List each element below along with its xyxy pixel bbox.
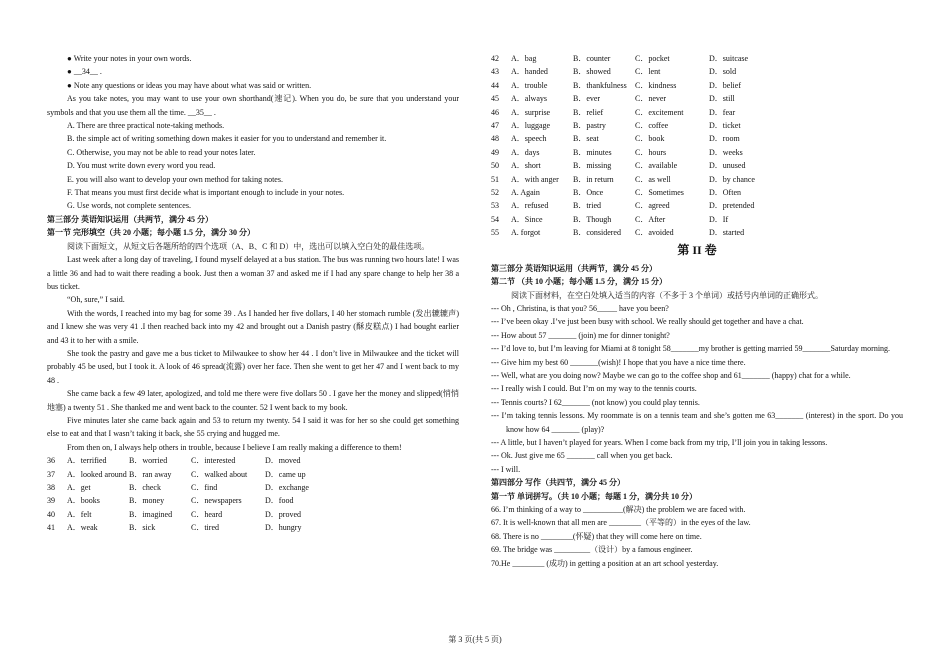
dialogue (491, 302, 903, 476)
choice-option: D．moved (265, 456, 301, 466)
note-bullet: ● Write your notes in your own words. (67, 54, 192, 63)
choice-option: B．tried (573, 201, 601, 211)
instruction: 阅读下面短文，从短文后各题所给的四个选项（A、B、C 和 D）中，选出可以填入空白处的最佳选项。 (67, 241, 430, 251)
option-e: E. you will also want to develop your own method for taking notes. (67, 174, 283, 184)
question-number: 48 (491, 134, 499, 144)
dialogue-line: --- How about 57 _______ (join) me for dinner tonight? (491, 330, 670, 340)
choice-row (491, 226, 903, 239)
choice-option: B．seat (573, 134, 599, 144)
choice-option: D．sold (709, 67, 737, 77)
question-number: 53 (491, 201, 499, 211)
question-number: 51 (491, 174, 499, 184)
dialogue-line: --- Well, what are you doing now? Maybe we can go to the coffee shop and 61_______ (happy) chat for a while. (491, 370, 851, 380)
choice-option: A．Since (511, 214, 543, 224)
choice-option: A．with anger (511, 174, 559, 184)
choice-option: C．walked about (191, 469, 248, 479)
choice-option: A．looked around (67, 469, 127, 479)
choice-row (491, 106, 903, 119)
choice-option: D．came up (265, 469, 306, 479)
choice-option: A．books (67, 496, 100, 506)
story-paragraph: From then on, I always help others in trouble, because I believe I am really making a difference to them! (67, 442, 402, 452)
story-paragraph: She took the pastry and gave me a bus ticket to Milwaukee to show her 44 . I don’t live in Milwaukee and the ticket will probably 45 be used, but I took it. A look of 46 spread(流露) over her face. Then she went to get her 47 and I went back to my 48 . (47, 348, 459, 385)
choice-option: A．weak (67, 523, 98, 533)
choice-option: D．exchange (265, 483, 309, 492)
choice-option: C．coffee (635, 121, 669, 131)
choice-option: D．Often (709, 188, 741, 198)
choice-option: C．Sometimes (635, 188, 684, 198)
choice-option: A. Again (511, 188, 540, 198)
dialogue-line: --- I’ve been okay .I’ve just been busy with school. We really should get together and have a chat. (491, 317, 804, 327)
choice-option: C．available (635, 161, 678, 171)
section2-heading: 第二节 （共 10 小题；每小题 1.5 分，满分 15 分） (491, 277, 667, 287)
choice-option: D．still (709, 94, 735, 104)
choice-option: B．relief (573, 107, 604, 117)
choice-option: C．pocket (635, 54, 670, 63)
option-a: A. There are three practical note-taking methods. (67, 121, 225, 131)
choice-option: A．terrified (67, 456, 107, 466)
choice-option: B．money (129, 496, 165, 506)
dialogue-line: --- Tennis courts? I 62_______ (not know) you could play tennis. (491, 397, 700, 407)
choice-option: C．find (191, 483, 218, 492)
question-number: 36 (47, 456, 55, 466)
choice-row (491, 52, 903, 65)
choice-option: A．get (67, 483, 91, 492)
choice-row (491, 159, 903, 172)
choice-option: A．surprise (511, 107, 551, 117)
choice-option: A．luggage (511, 121, 551, 131)
spelling-list (491, 503, 903, 570)
choice-option: A．short (511, 161, 541, 171)
choice-row (491, 119, 903, 132)
option-b: B. the simple act of writing something down makes it easier for you to understand and remember it. (67, 134, 387, 144)
option-c: C. Otherwise, you may not be able to read your notes later. (67, 147, 256, 157)
choice-option: C．agreed (635, 201, 670, 211)
choice-row (491, 132, 903, 145)
choice-option: D．proved (265, 509, 301, 519)
choice-option: D．ticket (709, 121, 741, 131)
choice-option: D．food (265, 496, 294, 506)
question-number: 44 (491, 80, 499, 90)
choice-option: C．never (635, 94, 667, 104)
choice-row (491, 173, 903, 186)
choice-option: B．considered (573, 228, 621, 238)
question-number: 37 (47, 469, 55, 479)
choice-list (47, 454, 459, 534)
story-paragraph: She came back a few 49 later, apologized, and told me there were five dollars 50 . I gave her the money and slipped(悄悄地塞) a twenty 51 . She thanked me and went back to the counter. 52 I went back to my book. (47, 389, 459, 412)
note-paragraph: As you take notes, you may want to use your own shorthand(速记). When you do, be sure that you understand your symbols and that you use them all the time. __35__ . (47, 94, 459, 117)
choice-option: D．weeks (709, 147, 743, 157)
choice-option: C．hours (635, 147, 667, 157)
question-number: 38 (47, 483, 55, 492)
choice-option: B．Though (573, 214, 612, 224)
choice-option: D．by chance (709, 174, 755, 184)
option-d: D. You must write down every word you read. (67, 161, 216, 171)
option-f: F. That means you must first decide what is important enough to include in your notes. (67, 188, 345, 198)
choice-option: A．felt (67, 509, 92, 519)
choice-row (47, 521, 459, 534)
dialogue-line: --- I’d love to, but I’m leaving for Miami at 8 tonight 58_______my brother is getting married 59_______Saturday morning. (491, 344, 891, 354)
question-number: 52 (491, 188, 499, 198)
choice-row (47, 454, 459, 467)
question-number: 40 (47, 509, 55, 519)
option-g: G. Use words, not complete sentences. (67, 201, 191, 211)
spelling-item: 70.He ________ (成功) in getting a position at an art school yesterday. (491, 558, 719, 568)
choice-option: B．ran away (129, 469, 172, 479)
choice-option: C．After (635, 214, 666, 224)
choice-row (491, 213, 903, 226)
question-number: 47 (491, 121, 499, 131)
choice-option: C．newspapers (191, 496, 242, 506)
question-number: 55 (491, 228, 499, 238)
choice-option: D．If (709, 214, 729, 224)
dialogue-line: --- Give him my best 60 _______(wish)! I hope that you have a nice time there. (491, 357, 746, 367)
dialogue-line: --- I really wish I could. But I’m on my way to the tennis courts. (491, 384, 697, 394)
instruction: 阅读下面材料，在空白处填入适当的内容（不多于 3 个单词）或括号内单词的正确形式。 (511, 290, 823, 300)
volume-title: 第 II 卷 (677, 242, 717, 257)
question-number: 41 (47, 523, 55, 533)
choice-option: C．interested (191, 456, 236, 466)
part3-heading: 第三部分 英语知识运用（共两节，满分 45 分） (47, 214, 213, 224)
question-number: 42 (491, 54, 499, 63)
choice-row (491, 186, 903, 199)
choice-option: D．fear (709, 107, 736, 117)
spelling-item: 67. It is well-known that all men are ________（平等的）in the eyes of the law. (491, 518, 751, 528)
choice-row (47, 508, 459, 521)
choice-option: B．imagined (129, 509, 173, 519)
choice-option: D．started (709, 228, 745, 238)
spelling-item: 68. There is no ________(怀疑) that they will come here on time. (491, 531, 702, 541)
choice-option: B．pastry (573, 121, 606, 131)
question-number: 45 (491, 94, 499, 104)
choice-option: B．sick (129, 523, 156, 533)
spelling-item: 66. I’m thinking of a way to __________(解决) the problem we are faced with. (491, 505, 746, 514)
story-paragraph: Last week after a long day of traveling, I found myself delayed at a bus station. The bus was running two hours late! I was a little 36 and had to wait there reading a book. Just then a woman 37 and asked me if I had any spare change to help her 38 a bus ticket. (47, 255, 459, 291)
part3-heading: 第三部分 英语知识运用（共两节，满分 45 分） (491, 263, 657, 273)
choice-option: D．suitcase (709, 54, 749, 63)
choice-row (47, 481, 459, 494)
dialogue-line: --- I’m taking tennis lessons. My roommate is on a tennis team and she’s gotten me 63_______ (interest) in the sport. Do you know how 64 _______ (play)? (491, 411, 903, 434)
choice-option: B．check (129, 483, 161, 492)
choice-row (47, 494, 459, 507)
choice-option: C．lent (635, 67, 661, 77)
dialogue-line: --- A little, but I haven’t played for years. When I come back from my trip, I’ll join you in taking lessons. (491, 437, 828, 447)
spelling-heading: 第一节 单词拼写。（共 10 小题；每题 1 分，满分共 10 分） (491, 491, 697, 501)
spelling-item: 69. The bridge was _________（设计）by a famous engineer. (491, 545, 693, 555)
choice-row (47, 468, 459, 481)
choice-option: D．belief (709, 80, 741, 90)
choice-row (491, 65, 903, 78)
choice-option: C．excitement (635, 107, 684, 117)
question-number: 50 (491, 161, 499, 171)
right-column (491, 52, 903, 570)
choice-row (491, 79, 903, 92)
choice-option: A．handed (511, 67, 548, 77)
dialogue-line: --- Oh , Christina, is that you? 56_____ have you been? (491, 303, 669, 313)
story-paragraph: Five minutes later she came back again and 53 to return my twenty. 54 I said it was for her so she could get something else to eat and that I wasn’t taking it back, she 55 crying and hugged me. (47, 415, 459, 439)
question-number: 54 (491, 214, 499, 224)
dialogue-line: --- I will. (491, 464, 521, 474)
left-column (47, 52, 459, 535)
choice-option: C．tired (191, 523, 219, 533)
note-bullet: ● Note any questions or ideas you may have about what was said or written. (67, 80, 312, 90)
choice-option: A．refused (511, 201, 549, 211)
section1-heading: 第一节 完形填空（共 20 小题；每小题 1.5 分，满分 30 分） (47, 228, 255, 238)
story-paragraph: With the words, I reached into my bag for some 39 . As I handed her five dollars, I 40 her stomach rumble (发出辘辘声) and I knew she was very 41 .I then reached back into my 42 and brought out a Danish pastry (酥皮糕点) I had bought earlier and 43 it to her with a smile. (47, 308, 459, 345)
part4-heading: 第四部分 写作（共四节，满分 45 分） (491, 478, 625, 488)
choice-option: B．minutes (573, 147, 612, 157)
choice-option: B．counter (573, 54, 611, 63)
choice-option: A. forgot (511, 228, 541, 238)
choice-option: B．showed (573, 67, 611, 77)
choice-option: A．bag (511, 54, 537, 63)
choice-option: B．ever (573, 94, 601, 104)
dialogue-line: --- Ok. Just give me 65 _______ call when you get back. (491, 451, 673, 461)
choice-option: A．trouble (511, 80, 548, 90)
choice-option: C．book (635, 134, 665, 144)
choice-option: B．Once (573, 188, 604, 198)
story-paragraph: “Oh, sure,” I said. (67, 295, 125, 305)
choice-row (491, 92, 903, 105)
choice-option: D．pretended (709, 201, 755, 211)
choice-option: A．days (511, 147, 540, 157)
choice-option: C．kindness (635, 80, 677, 90)
choice-option: D．unused (709, 161, 746, 171)
question-number: 43 (491, 67, 499, 77)
note-bullet: ● __34__ . (67, 67, 102, 77)
choice-row (491, 146, 903, 159)
choice-row (491, 199, 903, 212)
page-footer: 第 3 页(共 5 页) (448, 635, 502, 644)
choice-option: B．in return (573, 174, 614, 184)
choice-option: C．heard (191, 509, 223, 519)
choice-option: D．hungry (265, 523, 302, 533)
question-number: 49 (491, 147, 499, 157)
question-number: 39 (47, 496, 55, 506)
choice-option: C．avoided (635, 228, 674, 238)
choice-list (491, 52, 903, 240)
choice-option: B．missing (573, 161, 612, 171)
choice-option: C．as well (635, 174, 671, 184)
choice-option: D．room (709, 134, 740, 144)
choice-option: B．thankfulness (573, 80, 627, 90)
question-number: 46 (491, 107, 499, 117)
choice-option: B．worried (129, 456, 168, 466)
choice-option: A．speech (511, 134, 547, 144)
choice-option: A．always (511, 94, 547, 104)
